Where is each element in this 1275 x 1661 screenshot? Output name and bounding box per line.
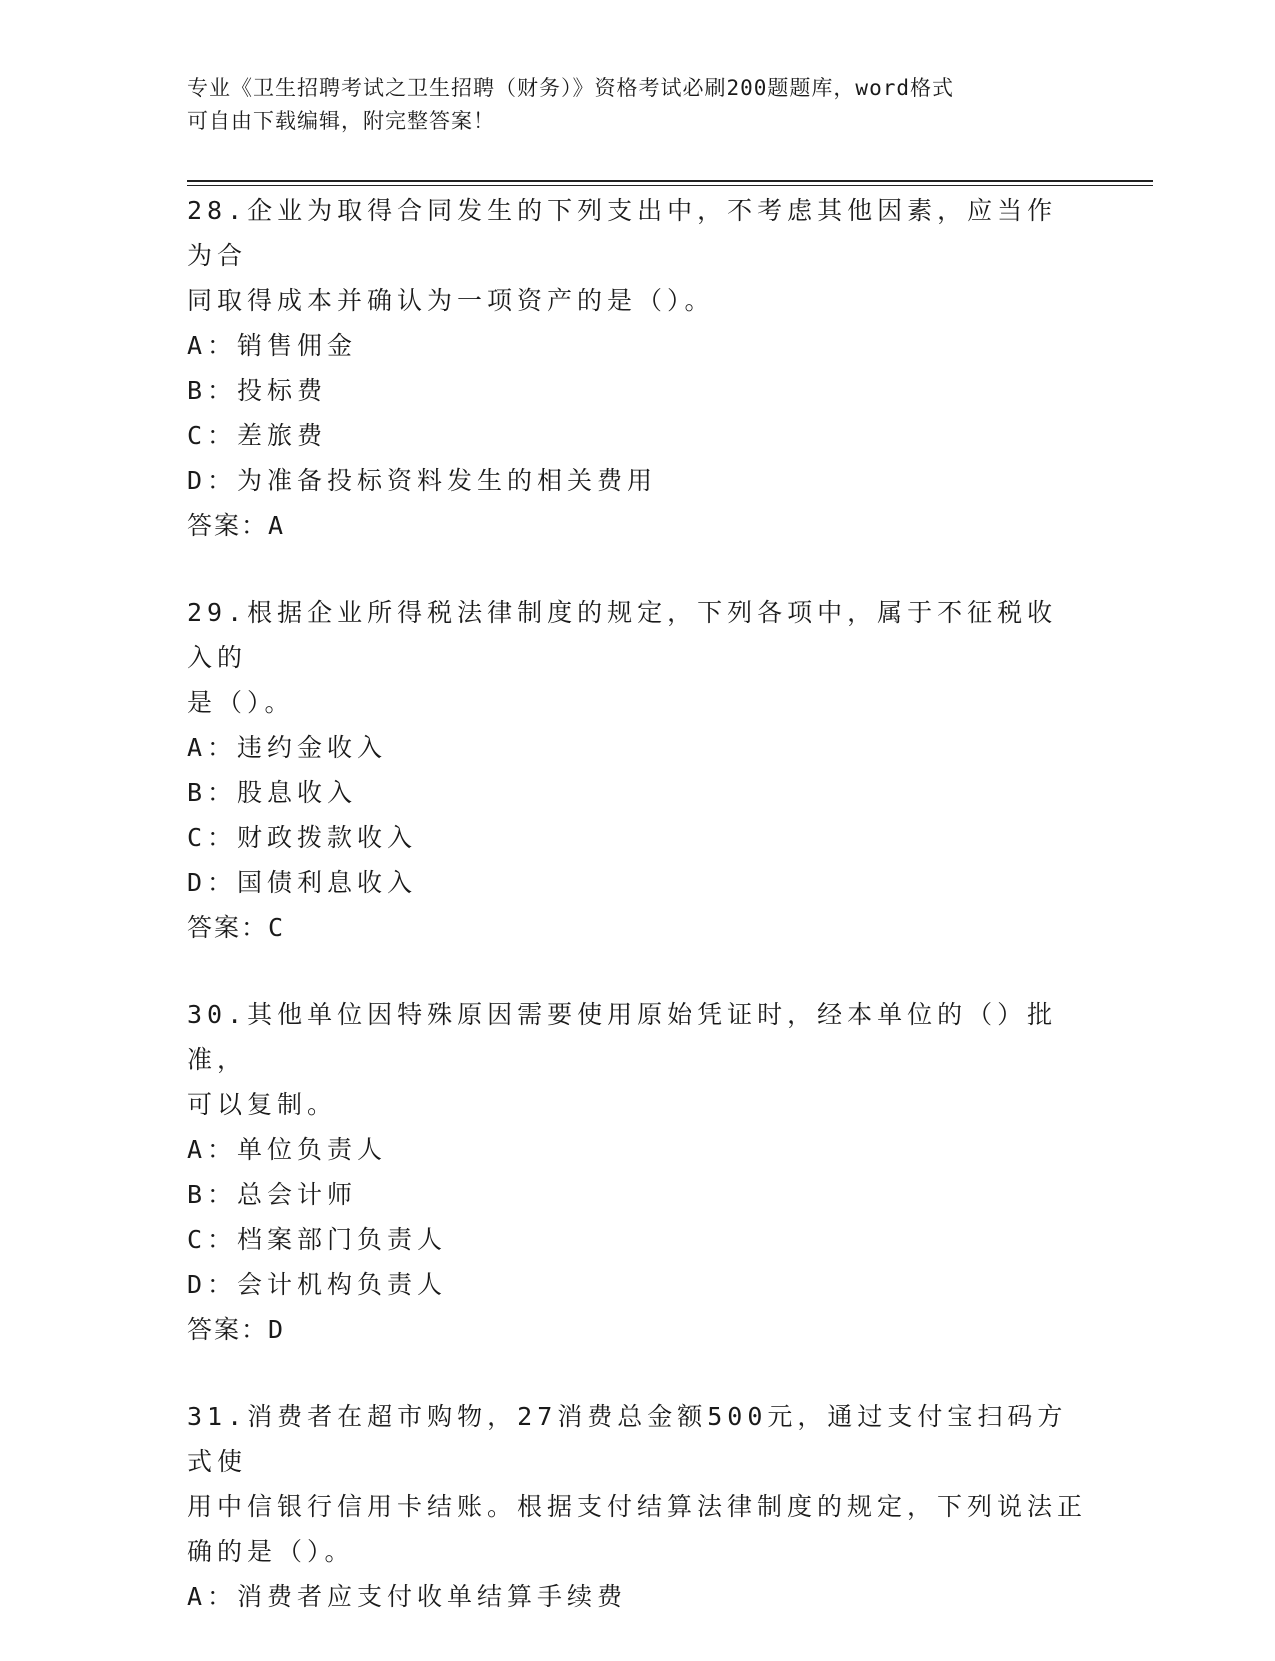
question-31 bbox=[187, 1394, 1087, 1619]
question-text: 确的是（）。 bbox=[187, 1537, 355, 1566]
question-text: 可以复制。 bbox=[187, 1090, 338, 1119]
answer: 答案：C bbox=[187, 913, 286, 942]
option-d: D：会计机构负责人 bbox=[187, 1270, 448, 1299]
option-a: A：销售佣金 bbox=[187, 331, 358, 360]
option-b: B：股息收入 bbox=[187, 778, 358, 807]
option-c: C：差旅费 bbox=[187, 421, 328, 450]
question-text: 30.其他单位因特殊原因需要使用原始凭证时，经本单位的（）批准， bbox=[187, 1000, 1058, 1074]
option-d: D：国债利息收入 bbox=[187, 868, 418, 897]
question-text: 用中信银行信用卡结账。根据支付结算法律制度的规定，下列说法正 bbox=[187, 1492, 1088, 1521]
question-30 bbox=[187, 992, 1087, 1352]
question-text: 31.消费者在超市购物，27消费总金额500元，通过支付宝扫码方式使 bbox=[187, 1402, 1068, 1476]
question-29 bbox=[187, 590, 1087, 950]
question-text: 同取得成本并确认为一项资产的是（）。 bbox=[187, 286, 715, 315]
option-c: C：档案部门负责人 bbox=[187, 1225, 448, 1254]
header-divider-thin bbox=[187, 185, 1153, 186]
option-b: B：总会计师 bbox=[187, 1180, 358, 1209]
answer: 答案：D bbox=[187, 1315, 286, 1344]
option-c: C：财政拨款收入 bbox=[187, 823, 418, 852]
option-d: D：为准备投标资料发生的相关费用 bbox=[187, 466, 658, 495]
header-line-1: 专业《卫生招聘考试之卫生招聘（财务）》资格考试必刷200题题库，word格式 bbox=[187, 76, 954, 100]
option-a: A：消费者应支付收单结算手续费 bbox=[187, 1582, 628, 1611]
question-text: 29.根据企业所得税法律制度的规定，下列各项中，属于不征税收入的 bbox=[187, 598, 1058, 672]
option-a: A：违约金收入 bbox=[187, 733, 388, 762]
question-list bbox=[187, 188, 1087, 1661]
question-text: 是（）。 bbox=[187, 688, 295, 717]
question-28 bbox=[187, 188, 1087, 548]
header-line-2: 可自由下载编辑，附完整答案！ bbox=[187, 109, 495, 133]
header-divider-thick bbox=[187, 180, 1153, 182]
document-header bbox=[187, 72, 1087, 138]
option-a: A：单位负责人 bbox=[187, 1135, 388, 1164]
question-text: 28.企业为取得合同发生的下列支出中，不考虑其他因素，应当作为合 bbox=[187, 196, 1058, 270]
answer: 答案：A bbox=[187, 511, 286, 540]
option-b: B：投标费 bbox=[187, 376, 328, 405]
